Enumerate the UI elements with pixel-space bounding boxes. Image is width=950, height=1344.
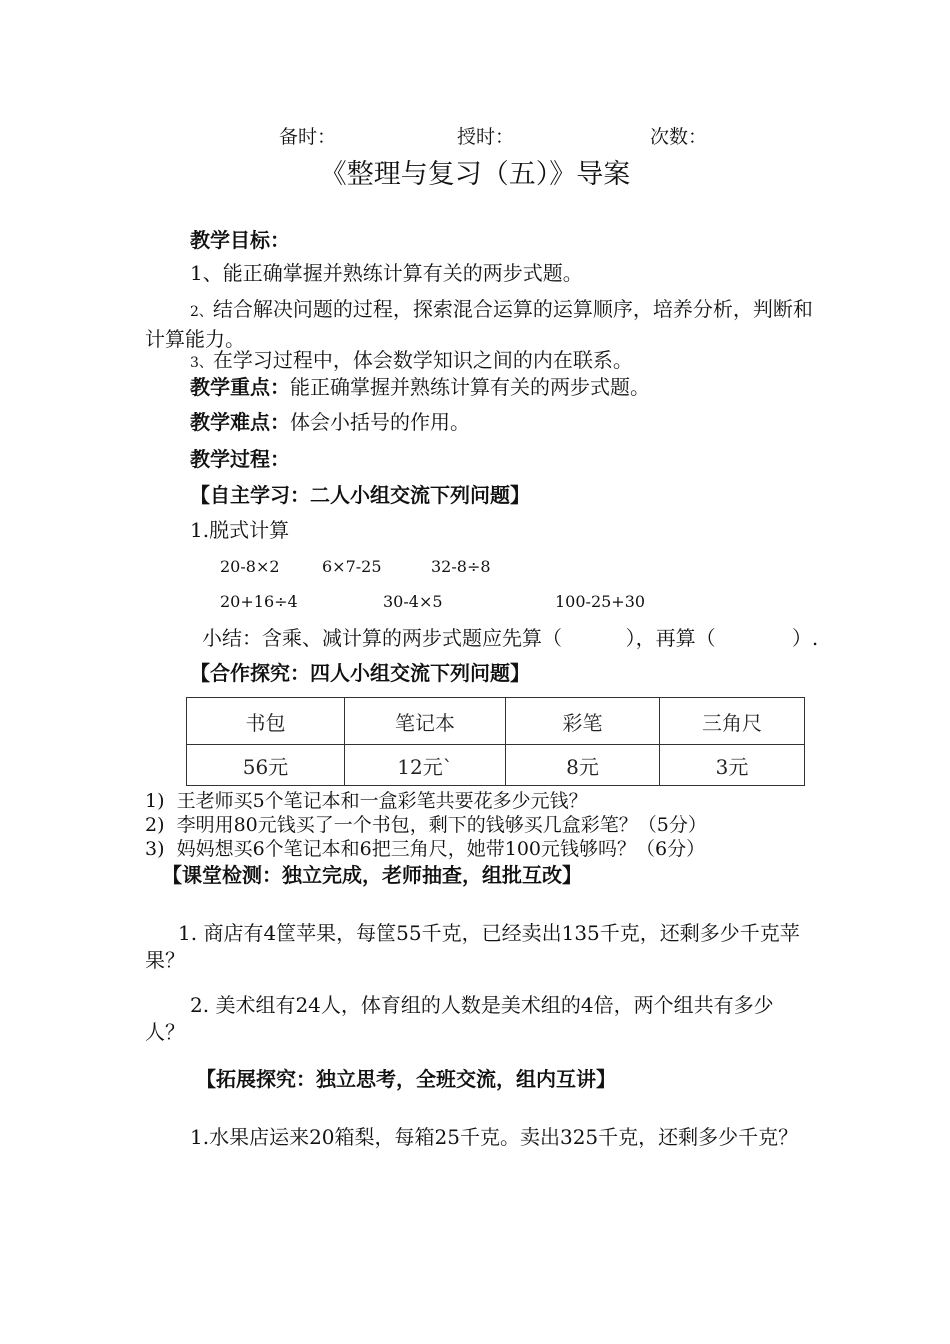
check-problem-2: 2. 美术组有24人，体育组的人数是美术组的4倍，两个组共有多少人？ (145, 993, 774, 1044)
expression: 30-4×5 (383, 592, 443, 611)
check-heading: 【课堂检测：独立完成，老师抽查，组批互改】 (162, 863, 582, 887)
expression: 6×7-25 (322, 557, 382, 576)
expression: 20+16÷4 (220, 592, 298, 611)
objective-2-number: 2、 (190, 304, 213, 320)
session-label: 次数： (650, 126, 708, 148)
key-point-label: 教学重点： (190, 375, 290, 399)
cooperation-heading: 【合作探究：四人小组交流下列问题】 (190, 661, 530, 685)
difficulty (190, 408, 470, 436)
table-cell: 12元` (345, 745, 506, 786)
process-heading: 教学过程： (190, 447, 290, 471)
expression: 20-8×2 (220, 557, 280, 576)
table-header-cell: 三角尺 (660, 698, 805, 745)
table-cell: 3元 (660, 745, 805, 786)
table-cell: 56元 (187, 745, 345, 786)
teach-time-label: 授时： (457, 126, 515, 148)
table-row (187, 745, 805, 786)
prep-time-label: 备时： (279, 126, 337, 148)
objective-3-number: 3、 (190, 355, 213, 371)
difficulty-text: 体会小括号的作用。 (290, 410, 470, 434)
question-3: 3) 妈妈想买6个笔记本和6把三角尺，她带100元钱够吗？（6分） (145, 838, 706, 860)
table-header-row (187, 698, 805, 745)
objective-2 (145, 296, 813, 353)
objective-1: 1、能正确掌握并熟练计算有关的两步式题。 (190, 261, 583, 285)
price-table (186, 697, 805, 786)
extension-problem-1: 1.水果店运来20箱梨，每箱25千克。卖出325千克，还剩多少千克？ (190, 1125, 799, 1149)
question-1: 1) 王老师买5个笔记本和一盒彩笔共要花多少元钱？ (145, 790, 588, 812)
table-header-cell: 书包 (187, 698, 345, 745)
question-2: 2) 李明用80元钱买了一个书包，剩下的钱够买几盒彩笔？（5分） (145, 814, 707, 836)
table-header-cell: 笔记本 (345, 698, 506, 745)
extension-heading: 【拓展探究：独立思考，全班交流，组内互讲】 (196, 1067, 616, 1091)
table-header-cell: 彩笔 (506, 698, 660, 745)
check-problem-1: 1. 商店有4筐苹果，每筐55千克，已经卖出135千克，还剩多少千克苹果？ (145, 921, 800, 972)
key-point-text: 能正确掌握并熟练计算有关的两步式题。 (290, 375, 650, 399)
objective-3-text: 在学习过程中，体会数学知识之间的内在联系。 (212, 348, 633, 372)
self-study-summary: 小结：含乘、减计算的两步式题应先算（ ），再算（ ）. (202, 626, 819, 650)
objective-2-text: 结合解决问题的过程，探索混合运算的运算顺序，培养分析，判断和计算能力。 (145, 297, 813, 351)
key-point (190, 373, 650, 401)
page-title: 《整理与复习（五）》导案 (319, 159, 631, 190)
expression: 100-25+30 (555, 592, 646, 611)
expression: 32-8÷8 (431, 557, 491, 576)
table-cell: 8元 (506, 745, 660, 786)
difficulty-label: 教学难点： (190, 410, 290, 434)
objectives-heading: 教学目标： (190, 228, 290, 252)
self-study-heading: 【自主学习：二人小组交流下列问题】 (190, 483, 530, 507)
self-study-task: 1.脱式计算 (190, 518, 290, 542)
